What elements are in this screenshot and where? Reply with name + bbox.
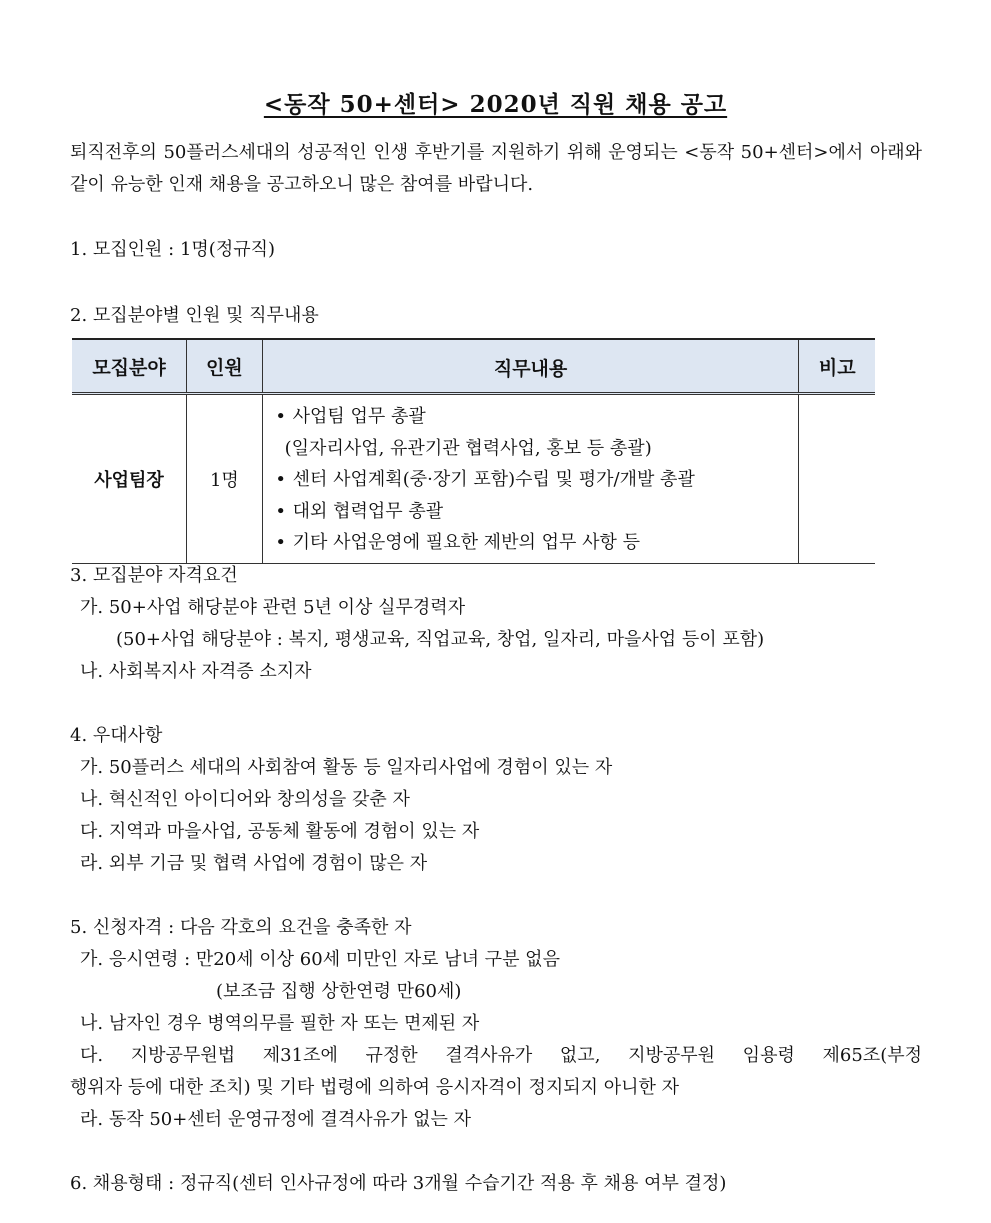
- section-4-item: 나. 혁신적인 아이디어와 창의성을 갖춘 자: [80, 789, 410, 810]
- cell-count: 1명: [187, 394, 263, 564]
- header-field: 모집분야: [72, 339, 187, 394]
- bullet-icon: •: [275, 469, 286, 490]
- bullet-icon: •: [275, 406, 286, 427]
- page-title: <동작 50+센터> 2020년 직원 채용 공고: [263, 91, 728, 118]
- section-1-recruit-count: 1. 모집인원 : 1명(정규직): [70, 239, 276, 260]
- section-2-heading: 2. 모집분야별 인원 및 직무내용: [70, 305, 319, 326]
- section-5-item-b: 나. 남자인 경우 병역의무를 필한 자 또는 면제된 자: [80, 1013, 480, 1034]
- section-5-item-d: 라. 동작 50+센터 운영규정에 결격사유가 없는 자: [80, 1109, 472, 1130]
- section-5-item-c-line1: 다. 지방공무원법 제31조에 규정한 결격사유가 없고, 지방공무원 임용령 제65조(부정: [80, 1045, 922, 1066]
- header-duties: 직무내용: [262, 339, 799, 394]
- section-6-employment-type: 6. 채용형태 : 정규직(센터 인사규정에 따라 3개월 수습기간 적용 후 채용 여부 결정): [70, 1173, 727, 1194]
- section-4-item: 라. 외부 기금 및 협력 사업에 경험이 많은 자: [80, 853, 428, 874]
- section-3-item-a-detail: (50+사업 해당분야 : 복지, 평생교육, 직업교육, 창업, 일자리, 마을사업 등이 포함): [116, 629, 765, 650]
- section-5-item-a: 가. 응시연령 : 만20세 이상 60세 미만인 자로 남녀 구분 없음: [80, 949, 560, 970]
- table-header-row: [72, 339, 875, 394]
- cell-field: 사업팀장: [72, 394, 187, 564]
- bullet-icon: •: [275, 532, 286, 553]
- table-row: [72, 394, 875, 564]
- intro-paragraph: 퇴직전후의 50플러스세대의 성공적인 인생 후반기를 지원하기 위해 운영되는 <동작 50+센터>에서 아래와 같이 유능한 인재 채용을 공고하오니 많은 참여를 바랍니다.: [70, 142, 922, 195]
- duty-item: • 대외 협력업무 총괄: [269, 496, 793, 528]
- duty-item: • 센터 사업계획(중·장기 포함)수립 및 평가/개발 총괄: [269, 464, 793, 496]
- section-3-item-b: 나. 사회복지사 자격증 소지자: [80, 661, 312, 682]
- cell-note: [799, 394, 875, 564]
- duty-item: • 사업팀 업무 총괄: [269, 401, 793, 433]
- section-5-item-c-line2: 행위자 등에 대한 조치) 및 기타 법령에 의하여 응시자격이 정지되지 아니한 자: [70, 1077, 679, 1098]
- duty-item-detail: (일자리사업, 유관기관 협력사업, 홍보 등 총괄): [284, 437, 652, 459]
- section-5-item-a-detail: (보조금 집행 상한연령 만60세): [216, 981, 462, 1002]
- section-5-heading: 5. 신청자격 : 다음 각호의 요건을 충족한 자: [70, 917, 412, 938]
- bullet-icon: •: [275, 500, 286, 522]
- job-table: [72, 338, 875, 564]
- header-note: 비고: [799, 339, 875, 394]
- section-4-item: 가. 50플러스 세대의 사회참여 활동 등 일자리사업에 경험이 있는 자: [80, 757, 613, 778]
- header-count: 인원: [187, 339, 263, 394]
- section-3-item-a: 가. 50+사업 해당분야 관련 5년 이상 실무경력자: [80, 597, 466, 618]
- cell-duties: [262, 394, 799, 564]
- duty-item: • 기타 사업운영에 필요한 제반의 업무 사항 등: [269, 527, 793, 559]
- section-4-item: 다. 지역과 마을사업, 공동체 활동에 경험이 있는 자: [80, 821, 480, 842]
- section-3-heading: 3. 모집분야 자격요건: [70, 565, 238, 586]
- section-4-heading: 4. 우대사항: [70, 725, 163, 746]
